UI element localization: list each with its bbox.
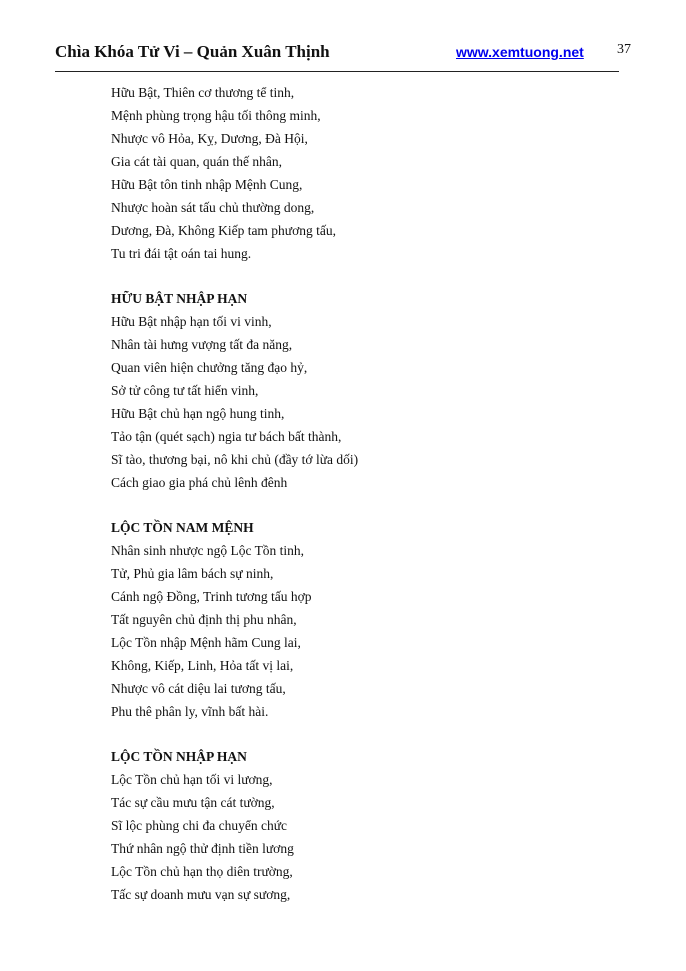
verse-line: Cách giao gia phá chủ lênh đênh <box>111 475 288 490</box>
verse-line: Tác sự cầu mưu tận cát tường, <box>111 795 275 810</box>
verse-line: Nhược vô cát diệu lai tương tấu, <box>111 681 286 696</box>
verse-line: Tấc sự doanh mưu vạn sự sương, <box>111 887 291 902</box>
verse-line: Thứ nhân ngộ thử định tiền lương <box>111 841 294 856</box>
verse-line: Hữu Bật tôn tinh nhập Mệnh Cung, <box>111 177 303 192</box>
verse-line: Hữu Bật chủ hạn ngộ hung tinh, <box>111 406 285 421</box>
section-heading: LỘC TỒN NAM MỆNH <box>111 520 254 535</box>
poem-section <box>111 81 631 265</box>
verse-line: Tảo tận (quét sạch) ngia tư bách bất thành, <box>111 429 342 444</box>
document-title: Chìa Khóa Tử Vi – Quản Xuân Thịnh <box>55 42 330 61</box>
section-heading: LỘC TỒN NHẬP HẠN <box>111 749 247 764</box>
verse-line: Gia cát tài quan, quán thế nhân, <box>111 154 282 169</box>
poem-section <box>111 287 631 494</box>
section-heading: HỮU BẬT NHẬP HẠN <box>111 291 248 306</box>
website-link[interactable]: www.xemtuong.net <box>456 44 584 60</box>
verse-line: Sĩ lộc phùng chi đa chuyển chức <box>111 818 288 833</box>
verse-line: Sở tử công tư tất hiển vinh, <box>111 383 259 398</box>
verse-line: Nhân sinh nhược ngộ Lộc Tồn tinh, <box>111 543 305 558</box>
header-divider <box>55 71 619 72</box>
verse-line: Nhược vô Hỏa, Kỵ, Dương, Đà Hội, <box>111 131 308 146</box>
page-number: 37 <box>617 42 631 57</box>
verse-line: Nhược hoàn sát tấu chủ thường dong, <box>111 200 315 215</box>
verse-line: Phu thê phân ly, vĩnh bất hài. <box>111 704 269 719</box>
verse-line: Quan viên hiện chưởng tăng đạo hỷ, <box>111 360 308 375</box>
page-header <box>0 0 686 80</box>
verse-line: Cánh ngộ Đồng, Trinh tương tấu hợp <box>111 589 312 604</box>
verse-line: Lộc Tồn chủ hạn thọ diên trường, <box>111 864 293 879</box>
verse-line: Mệnh phùng trọng hậu tối thông minh, <box>111 108 321 123</box>
verse-line: Tu tri đái tật oán tai hung. <box>111 246 252 261</box>
verse-line: Sĩ tào, thương bại, nô khi chủ (đầy tớ lừa dối) <box>111 452 359 467</box>
verse-line: Tử, Phủ gia lâm bách sự ninh, <box>111 566 274 581</box>
verse-line: Nhân tài hưng vượng tất đa năng, <box>111 337 293 352</box>
verse-line: Không, Kiếp, Linh, Hỏa tất vị lai, <box>111 658 294 673</box>
poem-section <box>111 745 631 906</box>
verse-line: Dương, Đà, Không Kiếp tam phương tấu, <box>111 223 337 238</box>
verse-line: Lộc Tồn nhập Mệnh hãm Cung lai, <box>111 635 301 650</box>
poem-section <box>111 516 631 723</box>
verse-line: Lộc Tồn chủ hạn tối vi lương, <box>111 772 273 787</box>
verse-line: Tất nguyên chủ định thị phu nhân, <box>111 612 297 627</box>
page-body <box>111 81 631 928</box>
verse-line: Hữu Bật, Thiên cơ thương tể tinh, <box>111 85 295 100</box>
verse-line: Hữu Bật nhập hạn tối vi vinh, <box>111 314 272 329</box>
